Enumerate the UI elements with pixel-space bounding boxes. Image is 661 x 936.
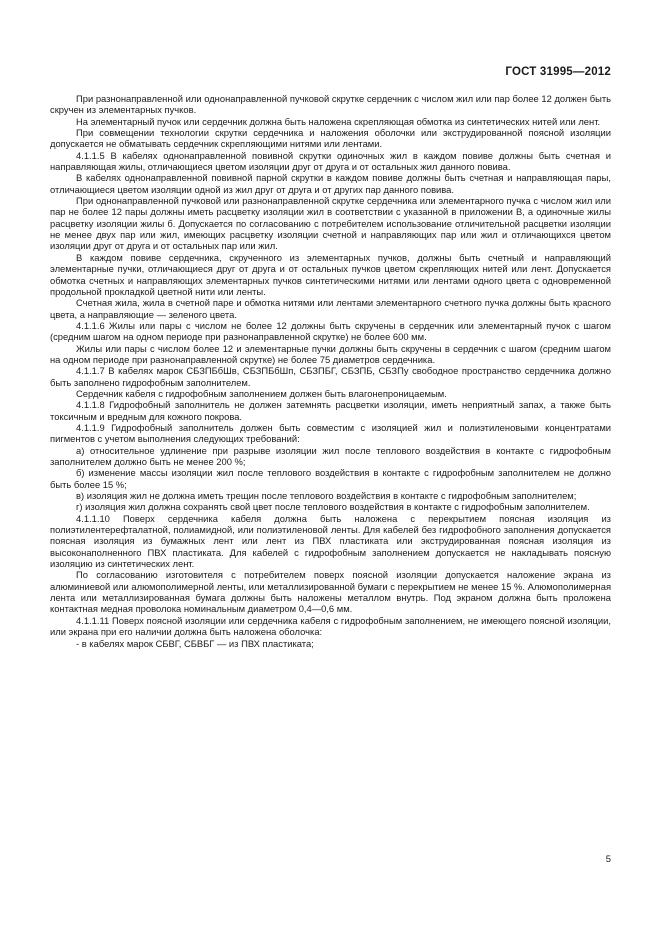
paragraph-4-1-1-11: 4.1.1.11 Поверх поясной изоляции или сердечника кабеля с гидрофобным заполнением, не имеющего поясной изоляции, или экрана при его наличии должна быть наложена оболочка: (50, 614, 611, 638)
list-item-g: г) изоляция жил должна сохранять свой цвет после теплового воздействия в контакте с гидрофобным заполнителем. (76, 501, 590, 513)
paragraph-4-1-1-8: 4.1.1.8 Гидрофобный заполнитель не должен затемнять расцветки изоляции, иметь неприятный запах, а также быть токсичным и вредным для кожного покрова. (50, 399, 611, 422)
paragraph: Сердечник кабеля с гидрофобным заполнением должен быть влагонепроницаемым. (76, 387, 447, 399)
list-item-b: б) изменение массы изоляции жил после теплового воздействия в контакте с гидрофобным заполнителем не должно быть более 15 %; (50, 467, 611, 490)
paragraph: При однонаправленной пучковой или разнонаправленной скрутке сердечника или элементарного пучка с числом жил или пар не более 12 пары должны иметь расцветку изоляции жил в соответствии с указанной в приложении В, а одиночные жилы расцветку изоляции жилы б. Допускается по согласованию с потребителем использование отличительной расцветки изоляции не менее двух пар или жил, имеющих расцветку изоляции счетной и направляющих пар или жил и отличающихся цветом изоляции друг от друга и от остальных пар или жил. (50, 195, 611, 252)
paragraph-4-1-1-9: 4.1.1.9 Гидрофобный заполнитель должен быть совместим с изоляцией жил и полиэтиленовыми концентратами пигментов с учетом выполнения следующих требований: (50, 421, 611, 445)
page-number: 5 (605, 853, 611, 864)
paragraph-4-1-1-5: 4.1.1.5 В кабелях однонаправленной повивной скрутки одиночных жил в каждом повиве должны быть счетная и направляющая жилы, отличающиеся цветом изоляции друг от друга и от остальных жил данного повива. (50, 149, 611, 173)
paragraph: В каждом повиве сердечника, скрученного из элементарных пучков, должны быть счетный и направляющий элементарные пучки, отличающиеся друг от друга и от остальных пучков цветом скрепляющих нитей или лент. Допускается обмотка счетных и направляющих элементарных пучков синтетическими нитями или лентами одного цвета с одновременной продольной прокладкой цветной нити или ленты. (50, 251, 611, 297)
paragraph: По согласованию изготовителя с потребителем поверх поясной изоляции допускается наложение экрана из алюминиевой или алюмополимерной ленты, или металлизированной бумаги с перекрытием не менее 15 %. Алюмополимерная лента или металлизированная бумага должны быть наложены металлом внутрь. Под экраном должна быть проложена контактная медная проволока номинальным диаметром 0,4—0,6 мм. (50, 569, 612, 615)
document-body (50, 93, 611, 649)
paragraph: Жилы или пары с числом более 12 и элементарные пучки должны быть скручены в сердечник с шагом (средним шагом на одном периоде при разнонаправленной скрутке) не более 75 диаметров сердечника. (50, 342, 611, 365)
paragraph: В кабелях однонаправленной повивной парной скрутки в каждом повиве должны быть счетная и направляющая пары, отличающиеся цветом изоляции одной из жил друг от друга и от других пар данного повива. (50, 172, 611, 195)
paragraph-4-1-1-6: 4.1.1.6 Жилы или пары с числом не более 12 должны быть скручены в сердечник или элементарный пучок с шагом (средним шагом на одном периоде при разнонаправленной скрутке) не более 600 мм. (50, 319, 611, 343)
paragraph-4-1-1-7: 4.1.1.7 В кабелях марок СБЗПБбШв, СБЗПБбШп, СБЗПБГ, СБЗПБ, СБЗПу свободное пространство сердечника должно быть заполнено гидрофобным заполнителем. (50, 365, 611, 388)
list-item-dash: - в кабелях марок СБВГ, СБВБГ — из ПВХ пластиката; (76, 637, 314, 649)
paragraph: При разнонаправленной или однонаправленной пучковой скрутке сердечник с числом жил или пар более 12 должен быть скручен из элементарных пучков. (50, 93, 611, 116)
paragraph: Счетная жила, жила в счетной паре и обмотка нитями или лентами элементарного счетного пучка должны быть красного цвета, а направляющие — зеленого цвета. (50, 297, 611, 320)
standard-designation: ГОСТ 31995—2012 (505, 66, 611, 78)
paragraph: На элементарный пучок или сердечник должна быть наложена скрепляющая обмотка из синтетических нитей или лент. (76, 115, 601, 127)
paragraph: При совмещении технологии скрутки сердечника и наложения оболочки или экструдированной поясной изоляции допускается не обматывать сердечник скрепляющими нитями или лентами. (50, 127, 611, 150)
list-item-v: в) изоляция жил не должна иметь трещин после теплового воздействия в контакте с гидрофобным заполнителем; (76, 490, 577, 502)
list-item-a: а) относительное удлинение при разрыве изоляции жил после теплового воздействия в контакте с гидрофобным заполнителем должно быть не менее 200 %; (50, 444, 611, 467)
paragraph-4-1-1-10: 4.1.1.10 Поверх сердечника кабеля должна быть наложена с перекрытием поясная изоляция из полиэтилентерефталатной, полиамидной, или полиэтиленовой ленты. Для кабелей без гидрофобного заполнения допускается поясная изоляция из бумажных лент или лент из ПВХ пластиката или экструдированная поясная изоляция из высоконаполненного ПВХ пластиката. Для кабелей с гидрофобным заполнением допускается не накладывать поясную изоляцию из синтетических лент. (50, 512, 611, 570)
